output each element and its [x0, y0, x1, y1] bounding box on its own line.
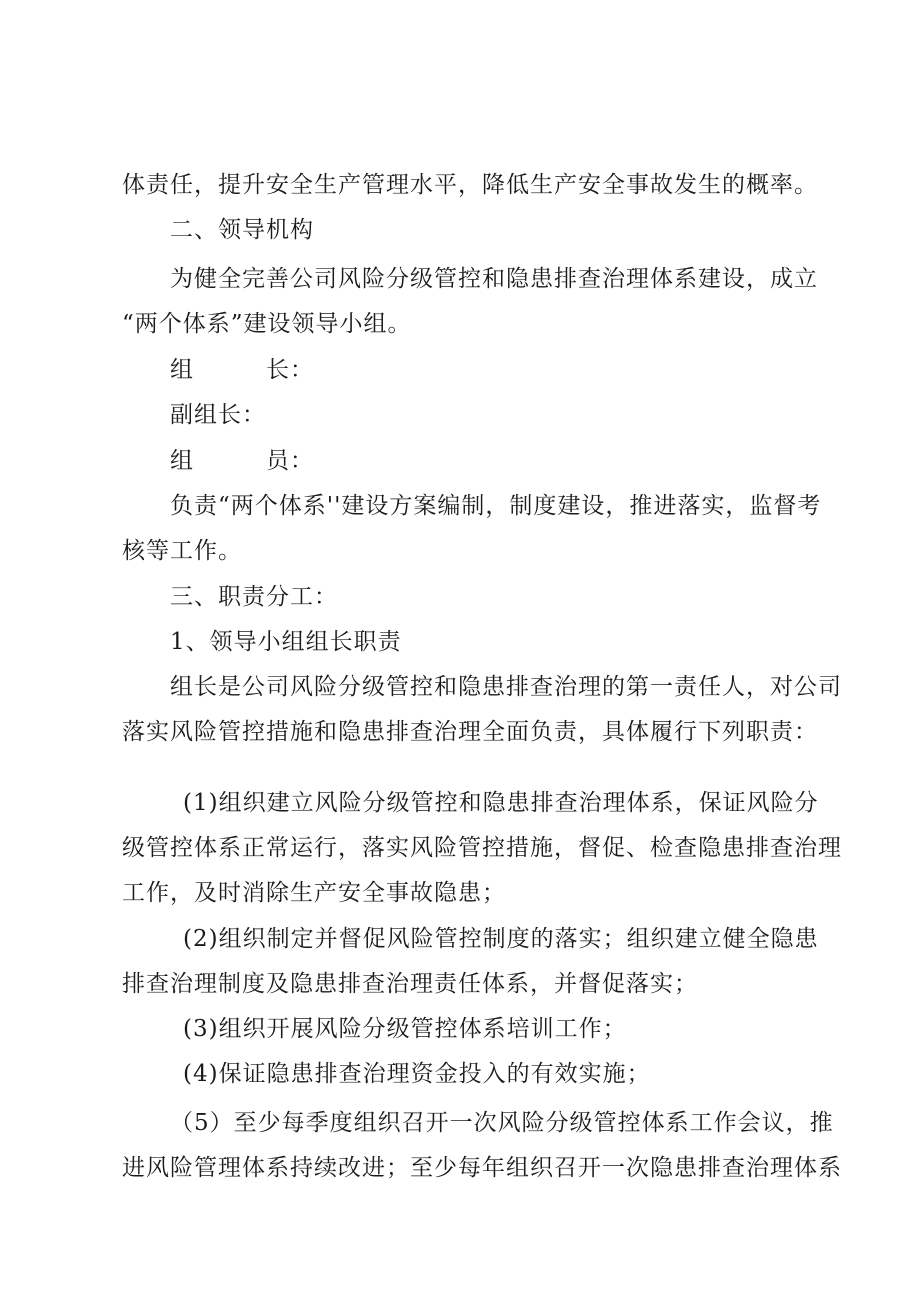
paragraph-line: 负责“两个体系''建设方案编制，制度建设，推进落实，监督考	[170, 493, 822, 519]
paragraph-line: 核等工作。	[122, 538, 242, 564]
label-part: 长：	[266, 357, 314, 383]
paragraph-line: 为健全完善公司风险分级管控和隐患排查治理体系建设，成立	[170, 266, 818, 292]
label-part: 员：	[266, 448, 314, 474]
list-item-line: 级管控体系正常运行，落实风险管控措施，督促、检查隐患排查治理	[122, 835, 842, 861]
sub-heading: 1、领导小组组长职责	[170, 629, 402, 655]
section-heading: 二、领导机构	[170, 217, 314, 243]
deputy-leader-label: 副组长：	[170, 402, 266, 428]
group-member-label	[170, 446, 314, 476]
paragraph-line: 组长是公司风险分级管控和隐患排查治理的第一责任人，对公司	[170, 674, 842, 700]
paragraph-line: 体责任，提升安全生产管理水平，降低生产安全事故发生的概率。	[122, 172, 818, 198]
label-part: 组	[170, 448, 194, 474]
label-part: 组	[170, 357, 194, 383]
list-item-line: （5）至少每季度组织召开一次风险分级管控体系工作会议，推	[170, 1110, 834, 1136]
section-heading: 三、职责分工：	[170, 584, 338, 610]
list-item-line: (2)组织制定并督促风险管控制度的落实；组织建立健全隐患	[183, 926, 819, 952]
list-item-line: 工作，及时消除生产安全事故隐患；	[122, 880, 506, 906]
list-item-line: 进风险管理体系持续改进；至少每年组织召开一次隐患排查治理体系	[122, 1155, 842, 1181]
list-item-line: (1)组织建立风险分级管控和隐患排查治理体系，保证风险分	[183, 790, 819, 816]
group-leader-label	[170, 355, 314, 385]
paragraph-line: 落实风险管控措施和隐患排查治理全面负责，具体履行下列职责：	[122, 719, 818, 745]
paragraph-line: “两个体系”建设领导小组。	[122, 311, 412, 337]
list-item-line: (4)保证隐患排查治理资金投入的有效实施；	[183, 1061, 651, 1087]
list-item-line: (3)组织开展风险分级管控体系培训工作；	[183, 1016, 627, 1042]
list-item-line: 排查治理制度及隐患排查治理责任体系，并督促落实；	[122, 971, 698, 997]
